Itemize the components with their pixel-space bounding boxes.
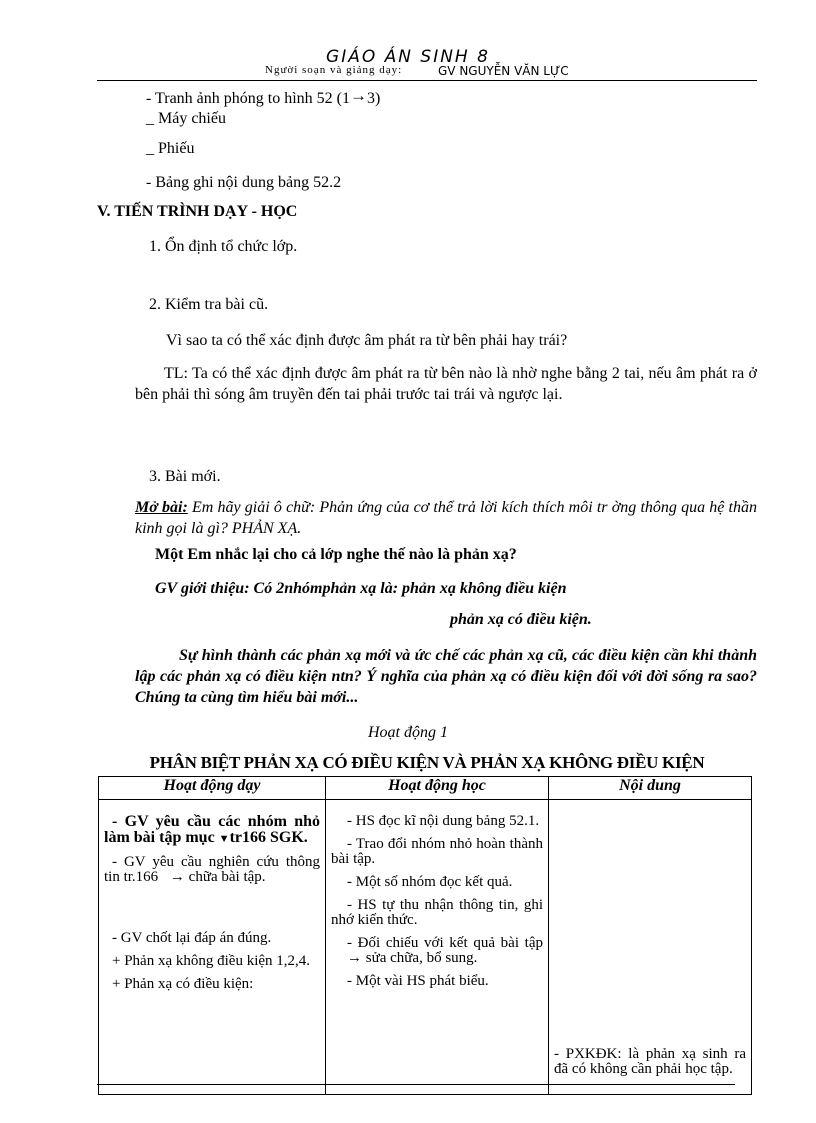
teach-p1b-text: tr166 SGK. [229, 829, 308, 846]
learn-p5 [331, 936, 543, 966]
content-cell [549, 800, 752, 1095]
step-3: 3. Bài mới. [149, 468, 221, 485]
materials-item-3: _ Phiếu [146, 140, 195, 157]
review-answer: TL: Ta có thể xác định được âm phát ra từ bên nào là nhờ nghe bằng 2 tai, nếu âm phát ra ở bên phải thì sóng âm truyền đến tai phải trước tai trái và ngược lại. [135, 365, 757, 403]
learn-p3: - Một số nhóm đọc kết quả. [347, 874, 513, 890]
header-author-label: Người soạn và giảng dạy: [265, 64, 403, 76]
teach-p1-text: - GV yêu cầu các nhóm nhỏ làm bài tập mục [104, 813, 320, 846]
intro-key: PHẢN XẠ. [231, 520, 302, 537]
teach-p5: + Phản xạ có điều kiện: [112, 976, 254, 992]
intro-label: Mở bài: [135, 499, 188, 516]
prompt-question: Một Em nhắc lại cho cả lớp nghe thế nào là phản xạ? [155, 546, 517, 563]
gv-label: GV [155, 580, 177, 597]
learn-p5-text: - Đối chiếu với kết quả bài tập [347, 935, 543, 951]
materials-item-1 [146, 86, 380, 108]
teach-p4: + Phản xạ không điều kiện 1,2,4. [112, 953, 311, 969]
section-heading: V. TIẾN TRÌNH DẠY - HỌC [97, 203, 298, 220]
learn-cell [326, 800, 549, 1095]
teach-p3: - GV chốt lại đáp án đúng. [112, 930, 272, 946]
learn-p6: - Một vài HS phát biểu. [347, 973, 489, 989]
teach-p2b-text: chữa bài tập. [188, 869, 266, 885]
learn-p2: - Trao đổi nhóm nhỏ hoàn thành bài tập. [331, 836, 543, 867]
header-teacher: GV NGUYỄN VĂN LỰC [438, 64, 569, 78]
header-rule [97, 80, 757, 81]
activity-label: Hoạt động 1 [368, 724, 448, 741]
intro-paragraph [135, 497, 757, 539]
header-teach: Hoạt động dạy [99, 777, 326, 800]
activity-table [98, 776, 752, 1095]
footer-rule [97, 1084, 735, 1085]
teach-p1 [104, 814, 320, 847]
materials-item-1-end: 3) [367, 90, 381, 107]
teach-cell [99, 800, 326, 1095]
arrow-right-icon: → [169, 869, 185, 885]
header-title: GIÁO ÁN SINH 8 [326, 47, 490, 67]
step-2: 2. Kiểm tra bài cũ. [149, 296, 269, 313]
content-p1: - PXKĐK: là phản xạ sinh ra đã có không cần phải học tập. [554, 1046, 746, 1077]
arrow-right-icon: → [347, 950, 362, 966]
gv-intro-text-2: phản xạ có điều kiện. [450, 611, 592, 628]
teach-p2 [104, 855, 320, 885]
header-content: Nội dung [549, 777, 752, 800]
activity-title: PHÂN BIỆT PHẢN XẠ CÓ ĐIỀU KIỆN VÀ PHẢN XẠ KHÔNG ĐIỀU KIỆN [149, 753, 705, 772]
intro-text: Em hãy giải ô chữ: Phản ứng của cơ thể trả lời kích thích môi tr ờng thông qua hệ thần kinh gọi là gì? [135, 499, 758, 537]
learn-p5b-text: sửa chữa, bổ sung. [365, 950, 478, 966]
review-question: Vì sao ta có thể xác định được âm phát ra từ bên phải hay trái? [166, 332, 568, 349]
arrow-right-icon: → [350, 86, 367, 105]
materials-item-2: _ Máy chiếu [146, 110, 226, 127]
step-1: 1. Ổn định tổ chức lớp. [149, 238, 298, 255]
header-learn: Hoạt động học [326, 777, 549, 800]
materials-item-4: - Bảng ghi nội dung bảng 52.2 [146, 174, 342, 191]
learn-p1: - HS đọc kĩ nội dung bảng 52.1. [347, 813, 540, 829]
gv-intro [155, 580, 567, 598]
learn-p4: - HS tự thu nhận thông tin, ghi nhớ kiến thức. [331, 897, 543, 928]
materials-item-1-text: - Tranh ảnh phóng to hình 52 (1 [146, 90, 350, 107]
gv-intro-text: giới thiệu: Có 2nhómphản xạ là: phản xạ không điều kiện [180, 580, 567, 597]
teach-p2-text: - GV yêu cầu nghiên cứu thông tin tr.166 [104, 854, 320, 885]
lead-paragraph: Sự hình thành các phản xạ mới và ức chế các phản xạ cũ, các điều kiện cần khi thành lập các phản xạ có điều kiện ntn? Ý nghĩa của phản xạ có điều kiện đối với đời sống ra sao? Chúng ta cùng tìm hiểu bài mới... [135, 647, 757, 706]
triangle-down-icon: ▼ [218, 833, 230, 845]
